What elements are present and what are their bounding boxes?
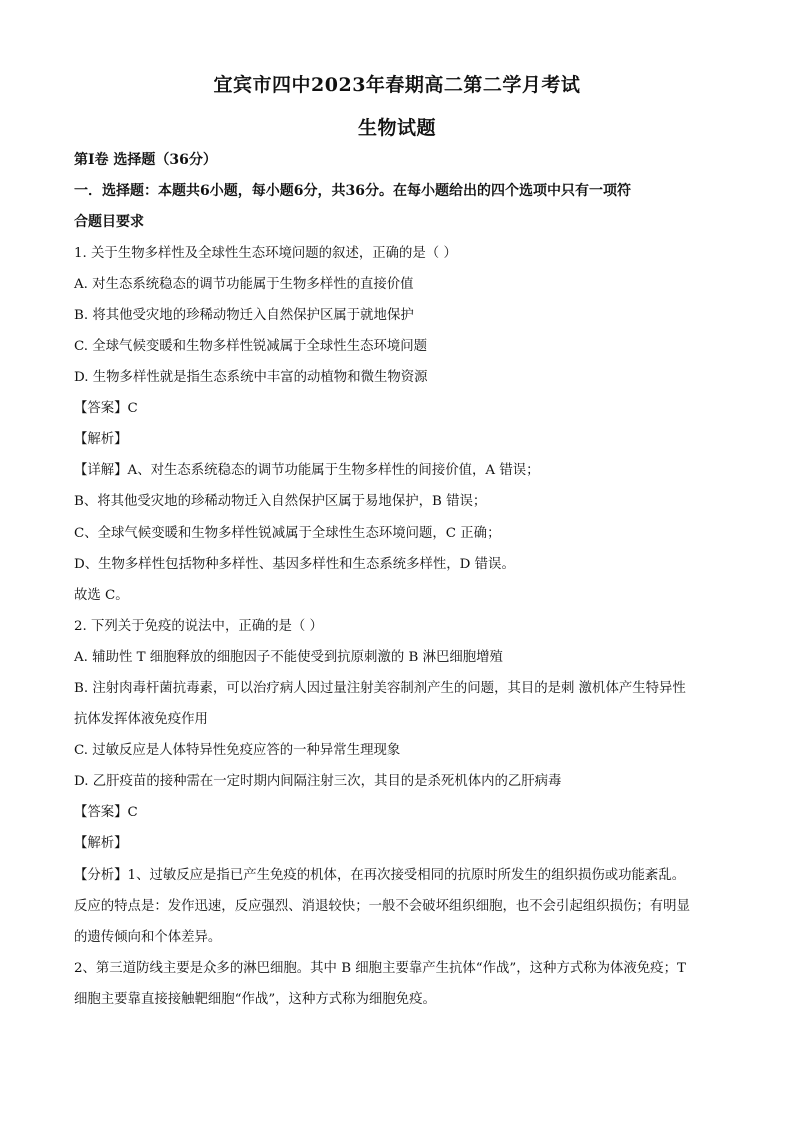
q2-option-b-line-1: B. 注射肉毒杆菌抗毒素，可以治疗病人因过量注射美容制剂产生的问题，其目的是刺 激机体产生特异性 bbox=[74, 681, 686, 696]
q1-stem: 1. 关于生物多样性及全球性生态环境问题的叙述，正确的是（ ） bbox=[74, 246, 457, 261]
q2-analysis-line-4: 2、第三道防线主要是众多的淋巴细胞。其中 B 细胞主要靠产生抗体“作战”，这种方式称为体液免疫；T bbox=[74, 961, 686, 976]
q2-analysis-line-5: 细胞主要靠直接接触靶细胞“作战”，这种方式称为细胞免疫。 bbox=[74, 992, 436, 1007]
q2-option-d: D. 乙肝疫苗的接种需在一定时期内间隔注射三次，其目的是杀死机体内的乙肝病毒 bbox=[74, 774, 562, 789]
q1-detail-3: C、全球气候变暖和生物多样性锐减属于全球性生态环境问题，C 正确； bbox=[74, 526, 501, 541]
q1-option-b: B. 将其他受灾地的珍稀动物迁入自然保护区属于就地保护 bbox=[74, 308, 414, 323]
q1-option-c: C. 全球气候变暖和生物多样性锐减属于全球性生态环境问题 bbox=[74, 339, 428, 354]
q2-stem: 2. 下列关于免疫的说法中，正确的是（ ） bbox=[74, 619, 323, 634]
q1-detail-4: D、生物多样性包括物种多样性、基因多样性和生态系统多样性，D 错误。 bbox=[74, 557, 515, 572]
q1-option-d: D. 生物多样性就是指生态系统中丰富的动植物和微生物资源 bbox=[74, 370, 428, 385]
q1-detail-2: B、将其他受灾地的珍稀动物迁入自然保护区属于易地保护，B 错误； bbox=[74, 494, 487, 509]
q1-detail-1: 【详解】A、对生态系统稳态的调节功能属于生物多样性的间接价值，A 错误； bbox=[74, 463, 540, 478]
q2-option-a: A. 辅助性 T 细胞释放的细胞因子不能使受到抗原刺激的 B 淋巴细胞增殖 bbox=[74, 650, 503, 665]
section-instruction-line-2: 合题目要求 bbox=[74, 214, 144, 230]
q2-analysis-label: 【解析】 bbox=[74, 836, 128, 851]
q2-analysis-line-2: 反应的特点是：发作迅速，反应强烈、消退较快；一般不会破坏组织细胞，也不会引起组织损伤；有明显 bbox=[74, 899, 690, 914]
q1-answer: 【答案】C bbox=[74, 401, 138, 416]
q1-option-a: A. 对生态系统稳态的调节功能属于生物多样性的直接价值 bbox=[74, 277, 414, 292]
q2-analysis-line-1: 【分析】1、过敏反应是指已产生免疫的机体，在再次接受相同的抗原时所发生的组织损伤或功能紊乱。 bbox=[74, 868, 686, 883]
volume-heading: 第Ⅰ卷 选择题（36分） bbox=[74, 152, 217, 168]
q2-analysis-line-3: 的遗传倾向和个体差异。 bbox=[74, 930, 222, 945]
q1-analysis-label: 【解析】 bbox=[74, 432, 128, 447]
q1-conclusion: 故选 C。 bbox=[74, 588, 129, 603]
q2-option-c: C. 过敏反应是人体特异性免疫应答的一种异常生理现象 bbox=[74, 743, 401, 758]
q2-option-b-line-2: 抗体发挥体液免疫作用 bbox=[74, 712, 208, 727]
q2-answer: 【答案】C bbox=[74, 805, 138, 820]
exam-title: 宜宾市四中2023年春期高二第二学月考试 bbox=[213, 74, 581, 96]
section-instruction-line-1: 一．选择题：本题共6小题，每小题6分，共36分。在每小题给出的四个选项中只有一项符 bbox=[74, 183, 631, 199]
subject-title: 生物试题 bbox=[357, 117, 436, 139]
